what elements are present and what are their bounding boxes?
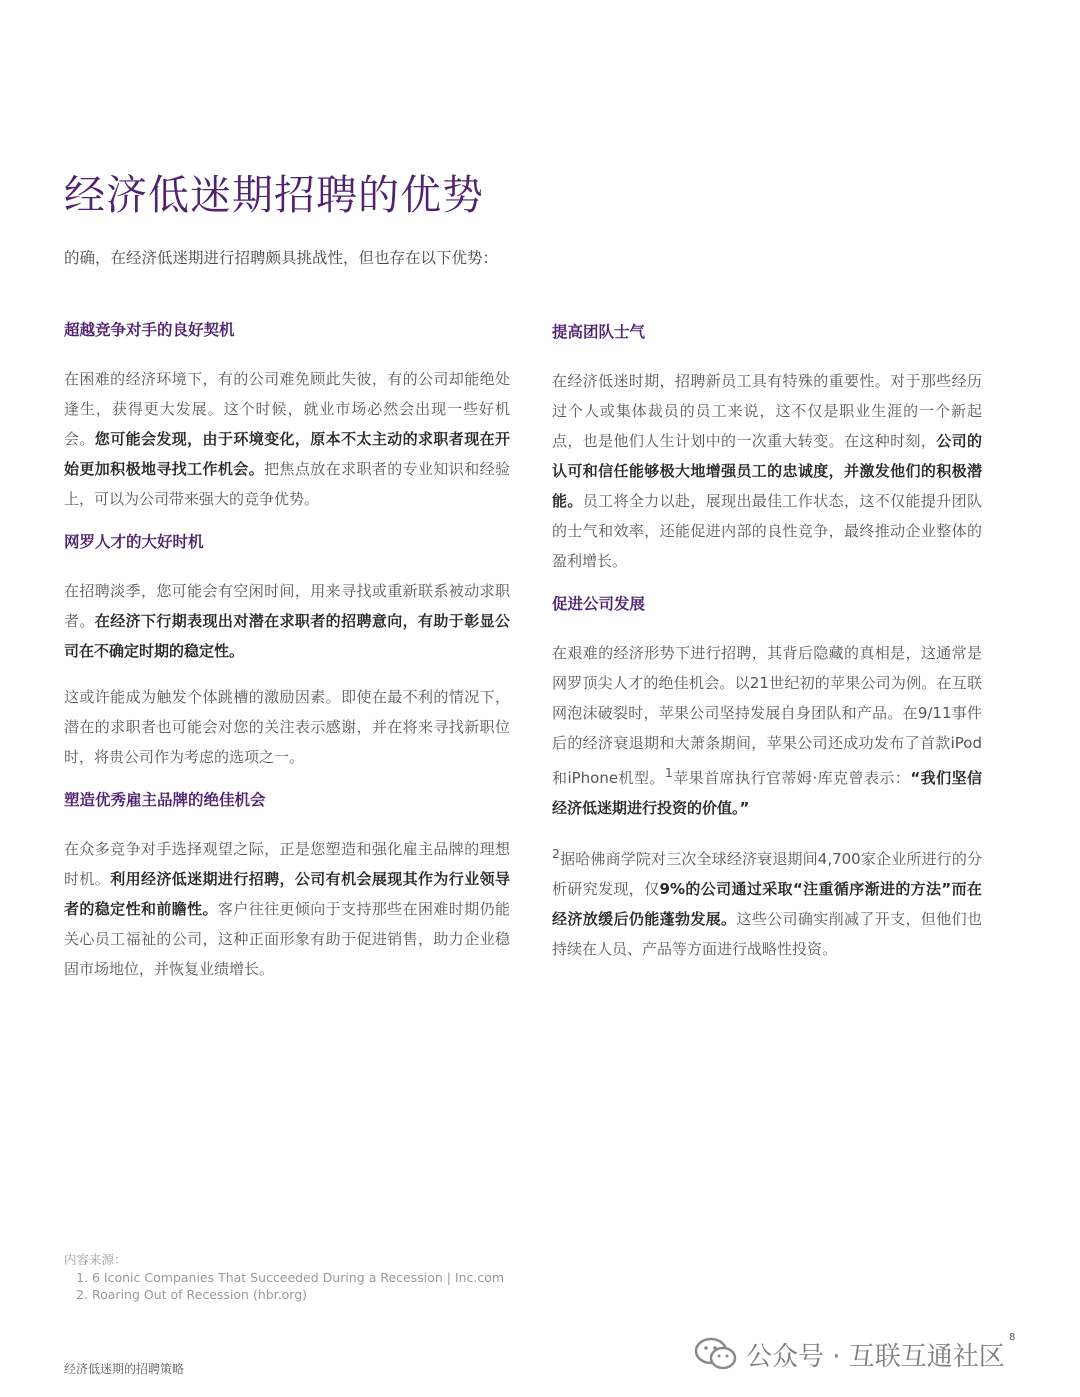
page-title: 经济低迷期招聘的优势 <box>64 171 484 219</box>
section-heading: 提高团队士气 <box>552 323 646 341</box>
section-heading: 网罗人才的大好时机 <box>64 533 204 551</box>
watermark <box>694 1334 1005 1374</box>
wechat-icon <box>694 1337 738 1371</box>
section-paragraph: 在招聘淡季，您可能会有空闲时间，用来寻找或重新联系被动求职者。在经济下行期表现出对潜在求职者的招聘意向，有助于彰显公司在不确定时期的稳定性。 <box>64 582 510 660</box>
sources-label: 内容来源： <box>64 1252 127 1267</box>
section-heading: 促进公司发展 <box>552 595 646 613</box>
section-paragraph: 在众多竞争对手选择观望之际，正是您塑造和强化雇主品牌的理想时机。利用经济低迷期进行招聘，公司有机会展现其作为行业领导者的稳定性和前瞻性。客户往往更倾向于支持那些在困难时期仍能关心员工福祉的公司，这种正面形象有助于促进销售，助力企业稳固市场地位，并恢复业绩增长。 <box>64 840 510 978</box>
section-paragraph: 在艰难的经济形势下进行招聘，其背后隐藏的真相是，这通常是网罗顶尖人才的绝佳机会。以21世纪初的苹果公司为例。在互联网泡沫破裂时，苹果公司坚持发展自身团队和产品。在9/11事件后的经济衰退期和大萧条期间，苹果公司还成功发布了首款iPod和iPhone机型。$^1$苹果首席执行官蒂姆·库克曾表示：“我们坚信经济低迷期进行投资的价值。” <box>552 644 982 817</box>
watermark-text: 公众号 · 互联互通社区 <box>746 1341 1005 1372</box>
section-heading: 塑造优秀雇主品牌的绝佳机会 <box>64 791 266 809</box>
footnote-ref: 1 <box>664 765 673 780</box>
section-paragraph: 在困难的经济环境下，有的公司难免顾此失彼，有的公司却能绝处逢生，获得更大发展。这个时候，就业市场必然会出现一些好机会。您可能会发现，由于环境变化，原本不太主动的求职者现在开始更加积极地寻找工作机会。把焦点放在求职者的专业知识和经验上，可以为公司带来强大的竞争优势。 <box>64 370 510 508</box>
section-paragraph: 在经济低迷时期，招聘新员工具有特殊的重要性。对于那些经历过个人或集体裁员的员工来说，这不仅是职业生涯的一个新起点，也是他们人生计划中的一次重大转变。在这种时刻，公司的认可和信任能够极大地增强员工的忠诚度，并激发他们的积极潜能。员工将全力以赴，展现出最佳工作状态，这不仅能提升团队的士气和效率，还能促进内部的良性竞争，最终推动企业整体的盈利增长。 <box>552 372 982 570</box>
footer-title: 经济低迷期的招聘策略 <box>64 1362 185 1376</box>
left-column <box>64 318 510 1000</box>
section-heading: 超越竞争对手的良好契机 <box>64 321 235 339</box>
page-number: 8 <box>1009 1332 1016 1343</box>
section-paragraph: 这或许能成为触发个体跳槽的激励因素。即使在最不利的情况下，潜在的求职者也可能会对您的关注表示感谢，并在将来寻找新职位时，将贵公司作为考虑的选项之一。 <box>64 688 510 766</box>
intro-text: 的确，在经济低迷期进行招聘颇具挑战性，但也存在以下优势： <box>64 249 499 267</box>
section-paragraph: $^2$据哈佛商学院对三次全球经济衰退期间4,700家企业所进行的分析研究发现，仅9%的公司通过采取“注重循序渐进的方法”而在经济放缓后仍能蓬勃发展。这些公司确实削减了开支，但他们也持续在人员、产品等方面进行战略性投资。 <box>552 846 982 958</box>
source-link[interactable]: 1. 6 Iconic Companies That Succeeded During a Recession | Inc.com <box>92 1269 504 1287</box>
source-link[interactable]: 2. Roaring Out of Recession (hbr.org) <box>92 1286 504 1304</box>
footnote-ref: 2 <box>552 846 560 861</box>
right-column <box>552 320 982 980</box>
sources <box>64 1251 504 1304</box>
